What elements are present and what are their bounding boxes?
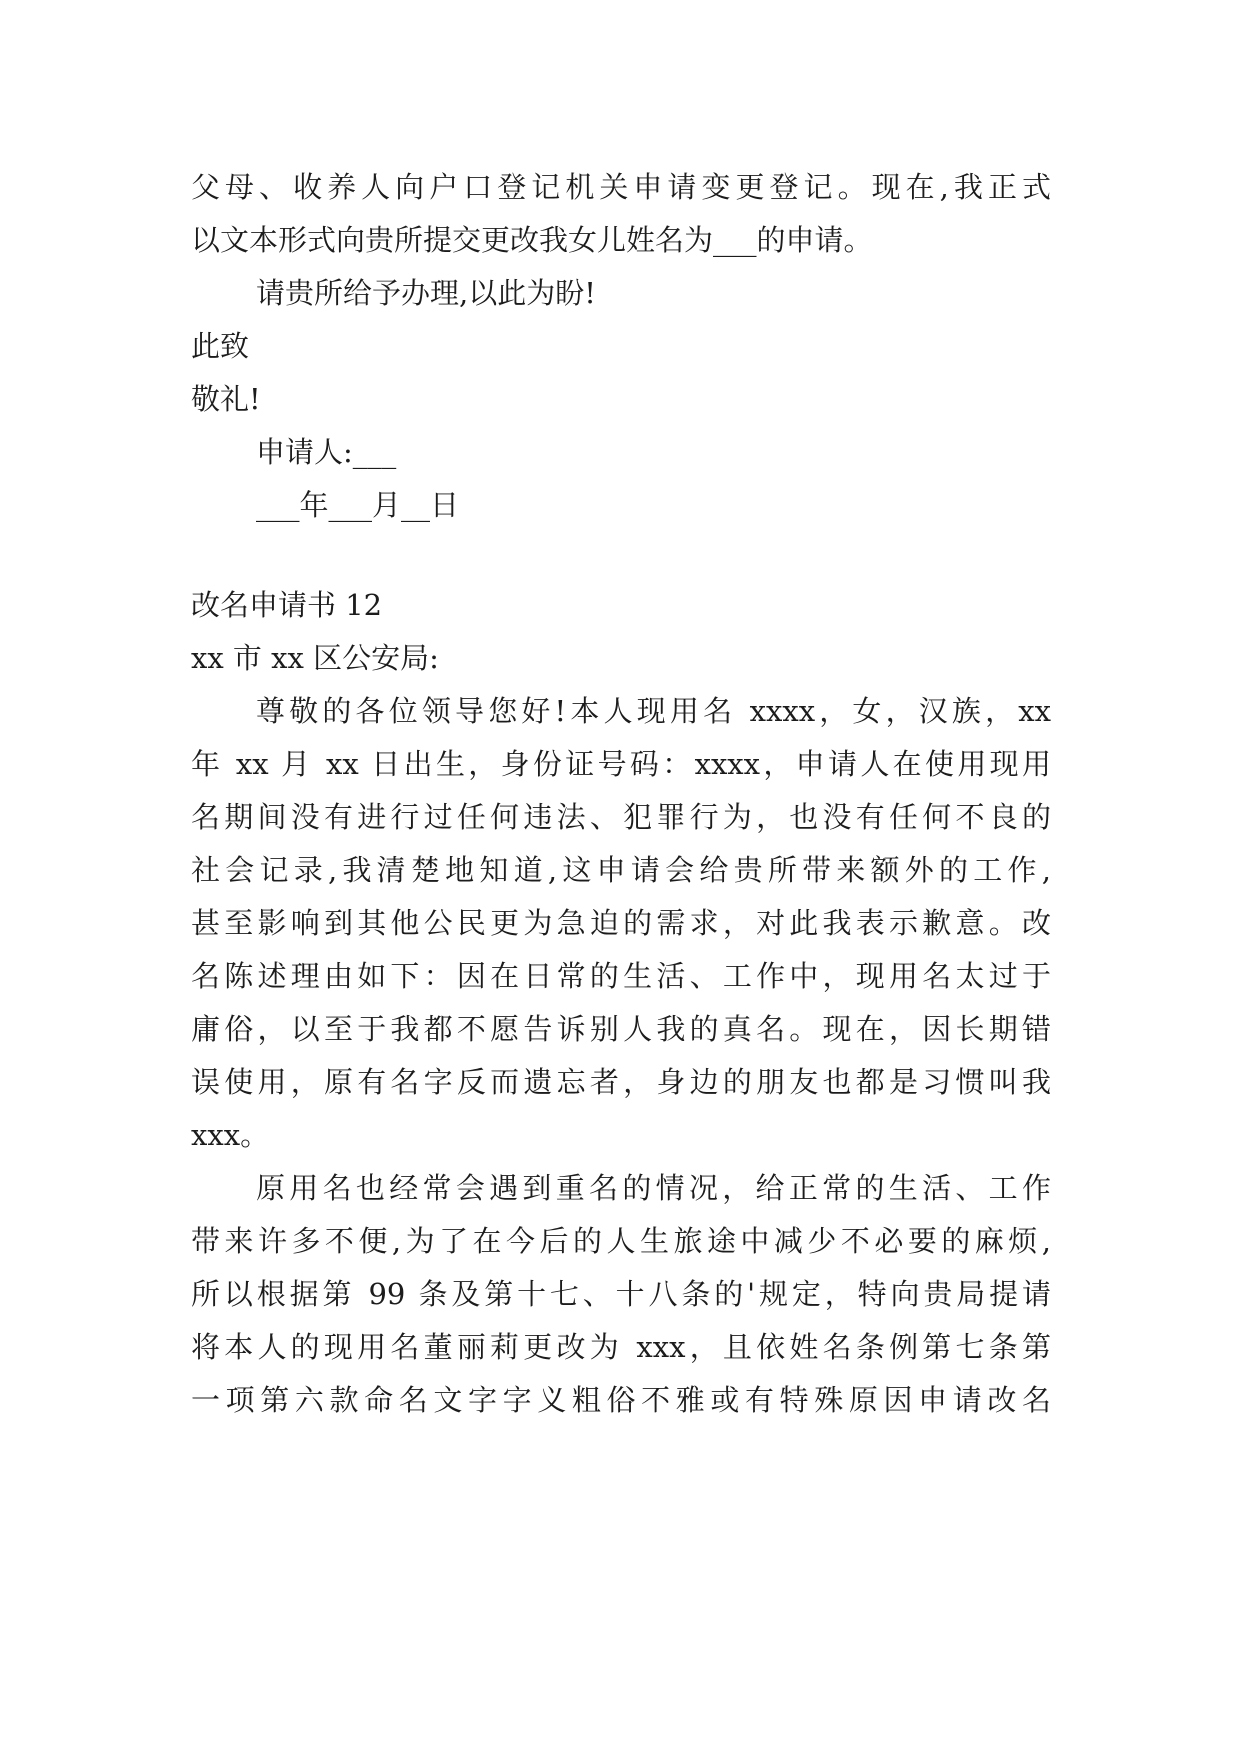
paragraph-line: 名陈述理由如下：因在日常的生活、工作中，现用名太过于	[191, 959, 1051, 993]
paragraph-line: 名期间没有进行过任何违法、犯罪行为，也没有任何不良的	[191, 800, 1051, 834]
body-line: 以文本形式向贵所提交更改我女儿姓名为___的申请。	[191, 223, 873, 257]
paragraph-line: 原用名也经常会遇到重名的情况，给正常的生活、工作	[256, 1171, 1051, 1205]
paragraph-line: 年 xx 月 xx 日出生，身份证号码：xxxx，申请人在使用现用	[191, 747, 1051, 781]
body-line: 父母、收养人向户口登记机关申请变更登记。现在,我正式	[191, 170, 1051, 204]
paragraph-line: xxx。	[191, 1118, 270, 1152]
date-line: ___年___月__日	[256, 488, 460, 522]
applicant-signature-line: 申请人:___	[256, 435, 397, 469]
paragraph-line: 所以根据第 99 条及第十七、十八条的'规定，特向贵局提请	[191, 1277, 1051, 1311]
paragraph-line: 尊敬的各位领导您好!本人现用名 xxxx，女，汉族，xx	[256, 694, 1051, 728]
paragraph-line: 将本人的现用名董丽莉更改为 xxx，且依姓名条例第七条第	[191, 1330, 1051, 1364]
paragraph-line: 甚至影响到其他公民更为急迫的需求，对此我表示歉意。改	[191, 906, 1051, 940]
closing-salutation: 此致	[191, 329, 250, 363]
addressee: xx 市 xx 区公安局:	[191, 641, 439, 675]
closing-regards: 敬礼!	[191, 382, 261, 416]
paragraph-line: 带来许多不便,为了在今后的人生旅途中减少不必要的麻烦,	[191, 1224, 1051, 1258]
paragraph-line: 一项第六款命名文字字义粗俗不雅或有特殊原因申请改名	[191, 1383, 1051, 1417]
letter-title: 改名申请书 12	[191, 588, 383, 622]
paragraph-line: 社会记录,我清楚地知道,这申请会给贵所带来额外的工作,	[191, 853, 1051, 887]
request-line: 请贵所给予办理,以此为盼!	[256, 276, 596, 310]
paragraph-line: 庸俗，以至于我都不愿告诉别人我的真名。现在，因长期错	[191, 1012, 1051, 1046]
paragraph-line: 误使用，原有名字反而遗忘者，身边的朋友也都是习惯叫我	[191, 1065, 1051, 1099]
